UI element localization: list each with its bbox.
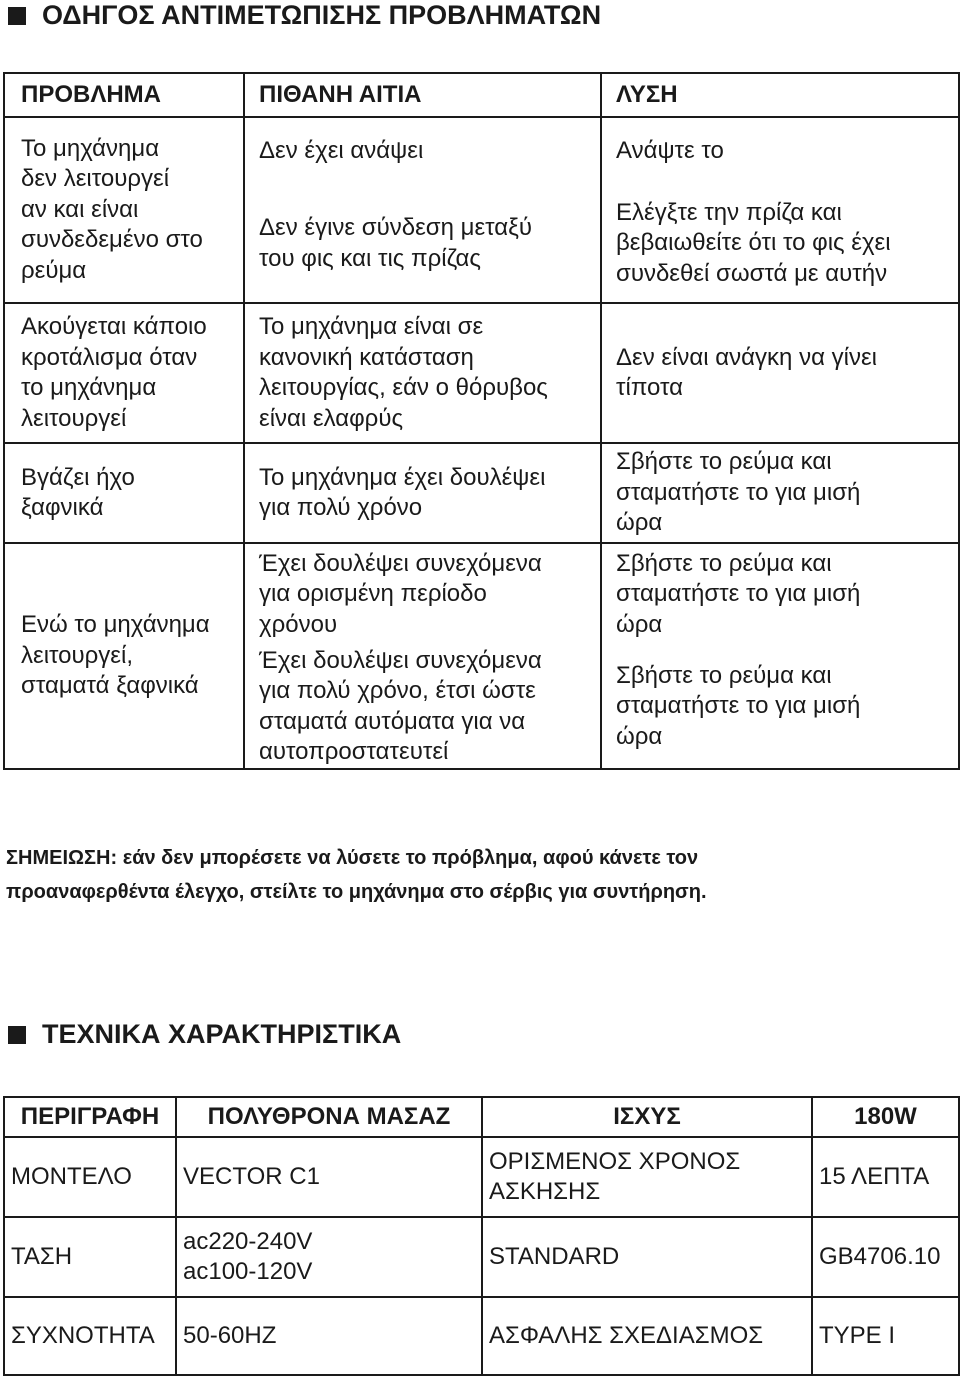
cell-line: αυτοπροστατευτεί bbox=[259, 738, 449, 765]
cell-line: λειτουργεί, bbox=[21, 641, 133, 669]
problem-cell bbox=[4, 443, 244, 543]
cell-line: Σβήστε το ρεύμα και bbox=[616, 448, 832, 476]
table-row bbox=[4, 117, 959, 185]
specs-table bbox=[3, 1096, 960, 1376]
solution-cell bbox=[601, 543, 959, 645]
specs-cell bbox=[176, 1217, 482, 1297]
cell-line: χρόνου bbox=[259, 610, 338, 638]
specs-cell bbox=[176, 1137, 482, 1217]
cell-line: Ακούγεται κάποιο bbox=[21, 313, 207, 340]
table-row bbox=[4, 543, 959, 645]
specs-header-cell: ΠΟΛΥΘΡΟΝΑ ΜΑΣΑΖ bbox=[176, 1097, 482, 1137]
table-header-row bbox=[4, 73, 959, 117]
specs-title: ΤΕΧΝΙΚΑ ΧΑΡΑΚΤΗΡΙΣΤΙΚΑ bbox=[42, 1019, 402, 1049]
specs-cell bbox=[4, 1137, 176, 1217]
cell-line: Ανάψτε το bbox=[616, 137, 724, 165]
solution-cell bbox=[601, 303, 959, 443]
specs-header-row bbox=[4, 1097, 959, 1137]
cell-line: Σβήστε το ρεύμα και bbox=[616, 661, 832, 689]
problem-cell bbox=[4, 117, 244, 303]
cell-line: σταματήστε το για μισή bbox=[616, 478, 861, 506]
cell-line: Δεν έγινε σύνδεση μεταξύ bbox=[259, 214, 533, 241]
cell-line: ώρα bbox=[616, 722, 663, 750]
cell-line: κροτάλισμα όταν bbox=[21, 343, 198, 371]
troubleshooting-heading bbox=[8, 0, 601, 31]
cause-cell bbox=[244, 443, 601, 543]
specs-cell bbox=[4, 1217, 176, 1297]
cell-line: Ενώ το μηχάνημα bbox=[21, 611, 210, 639]
cell-line: δεν λειτουργεί bbox=[21, 165, 170, 193]
cell-line: για πολύ χρόνο bbox=[259, 494, 423, 521]
cause-cell bbox=[244, 645, 601, 769]
cell-line: Δεν έχει ανάψει bbox=[259, 137, 424, 165]
solution-cell bbox=[601, 443, 959, 543]
cell-line: Το μηχάνημα είναι σε bbox=[259, 313, 484, 340]
header-problem: ΠΡΟΒΛΗΜΑ bbox=[4, 73, 244, 117]
cell-line: ac100-120V bbox=[183, 1258, 313, 1285]
specs-cell bbox=[4, 1297, 176, 1375]
cell-line: λειτουργεί bbox=[21, 404, 127, 432]
cell-line: Έχει δουλέψει συνεχόμενα bbox=[259, 549, 542, 577]
cell-line: τίποτα bbox=[616, 374, 684, 401]
cell-line: Σβήστε το ρεύμα και bbox=[616, 549, 832, 577]
bullet-square-icon bbox=[8, 1026, 26, 1044]
solution-cell bbox=[601, 185, 959, 303]
problem-cell bbox=[4, 303, 244, 443]
cell-line: Έχει δουλέψει συνεχόμενα bbox=[259, 646, 542, 674]
solution-cell bbox=[601, 117, 959, 185]
specs-cell bbox=[176, 1297, 482, 1375]
header-solution: ΛΥΣΗ bbox=[601, 73, 959, 117]
cell-line: λειτουργίας, εάν ο θόρυβος bbox=[259, 374, 548, 401]
specs-cell bbox=[482, 1137, 812, 1217]
table-row bbox=[4, 443, 959, 543]
cell-line: για ορισμένη περίοδο bbox=[259, 580, 487, 608]
cell-line: σταματά αυτόματα για να bbox=[259, 707, 526, 735]
cell-line: βεβαιωθείτε ότι το φις έχει bbox=[616, 229, 891, 257]
table-row bbox=[4, 303, 959, 443]
cell-line: σταματά ξαφνικά bbox=[21, 672, 199, 700]
cell-line: ΜΟΝΤΕΛΟ bbox=[11, 1162, 132, 1190]
cause-cell bbox=[244, 303, 601, 443]
cell-line: σταματήστε το για μισή bbox=[616, 692, 861, 720]
cell-line: Βγάζει ήχο bbox=[21, 463, 135, 491]
troubleshooting-table bbox=[3, 72, 960, 770]
cell-line: ξαφνικά bbox=[21, 494, 104, 521]
specs-row bbox=[4, 1217, 959, 1297]
cell-line: ΣΥΧΝΟΤΗΤΑ bbox=[11, 1321, 155, 1349]
note-line: ΣΗΜΕΙΩΣΗ: εάν δεν μπορέσετε να λύσετε το πρόβλημα, αφού κάνετε τον bbox=[6, 847, 699, 869]
cell-line: ΤΑΣΗ bbox=[11, 1242, 73, 1270]
cell-line: VECTOR C1 bbox=[183, 1162, 320, 1190]
cell-line: Ελέγξτε την πρίζα και bbox=[616, 198, 842, 226]
specs-cell bbox=[482, 1217, 812, 1297]
cell-line: 15 ΛΕΠΤΑ bbox=[819, 1162, 930, 1190]
cell-line: είναι ελαφρύς bbox=[259, 404, 404, 432]
cell-line: ρεύμα bbox=[21, 256, 87, 284]
specs-cell bbox=[812, 1297, 959, 1375]
cause-cell bbox=[244, 185, 601, 303]
cell-line: ac220-240V bbox=[183, 1227, 313, 1255]
cell-line: για πολύ χρόνο, έτσι ώστε bbox=[259, 677, 536, 704]
cell-line: αν και είναι bbox=[21, 195, 139, 223]
cell-line: σταματήστε το για μισή bbox=[616, 580, 861, 608]
cell-line: GB4706.10 bbox=[819, 1242, 941, 1270]
specs-row bbox=[4, 1137, 959, 1217]
troubleshooting-title: ΟΔΗΓΟΣ ΑΝΤΙΜΕΤΩΠΙΣΗΣ ΠΡΟΒΛΗΜΑΤΩΝ bbox=[42, 0, 602, 30]
cell-line: Το μηχάνημα έχει δουλέψει bbox=[259, 463, 546, 491]
cell-line: STANDARD bbox=[489, 1242, 620, 1270]
cell-line: συνδεθεί σωστά με αυτήν bbox=[616, 259, 888, 287]
cell-line: 50-60HZ bbox=[183, 1321, 277, 1349]
specs-header-cell: ΙΣΧΥΣ bbox=[482, 1097, 812, 1137]
specs-row bbox=[4, 1297, 959, 1375]
specs-cell bbox=[482, 1297, 812, 1375]
cell-line: ΑΣΦΑΛΗΣ ΣΧΕΔΙΑΣΜΟΣ bbox=[489, 1321, 764, 1349]
specs-cell bbox=[812, 1137, 959, 1217]
cell-line: ώρα bbox=[616, 610, 663, 638]
cause-cell bbox=[244, 117, 601, 185]
specs-cell bbox=[812, 1217, 959, 1297]
cell-line: του φις και τις πρίζας bbox=[259, 244, 481, 272]
solution-cell bbox=[601, 645, 959, 769]
cell-line: συνδεδεμένο στο bbox=[21, 226, 203, 254]
specs-heading bbox=[8, 1019, 401, 1050]
cell-line: ΑΣΚΗΣΗΣ bbox=[489, 1178, 601, 1205]
cause-cell bbox=[244, 543, 601, 645]
cell-line: το μηχάνημα bbox=[21, 374, 157, 401]
cell-line: TYPE I bbox=[819, 1321, 896, 1349]
service-note bbox=[6, 841, 707, 909]
cell-line: κανονική κατάσταση bbox=[259, 343, 474, 371]
cell-line: Το μηχάνημα bbox=[21, 134, 160, 162]
problem-cell bbox=[4, 543, 244, 769]
cell-line: Δεν είναι ανάγκη να γίνει bbox=[616, 343, 877, 371]
bullet-square-icon bbox=[8, 7, 26, 25]
header-cause: ΠΙΘΑΝΗ ΑΙΤΙΑ bbox=[244, 73, 601, 117]
cell-line: ΟΡΙΣΜΕΝΟΣ ΧΡΟΝΟΣ bbox=[489, 1147, 741, 1175]
specs-header-cell: ΠΕΡΙΓΡΑΦΗ bbox=[4, 1097, 176, 1137]
cell-line: ώρα bbox=[616, 509, 663, 537]
note-line: προαναφερθέντα έλεγχο, στείλτε το μηχάνημα στο σέρβις για συντήρηση. bbox=[6, 881, 707, 903]
specs-header-cell: 180W bbox=[812, 1097, 959, 1137]
